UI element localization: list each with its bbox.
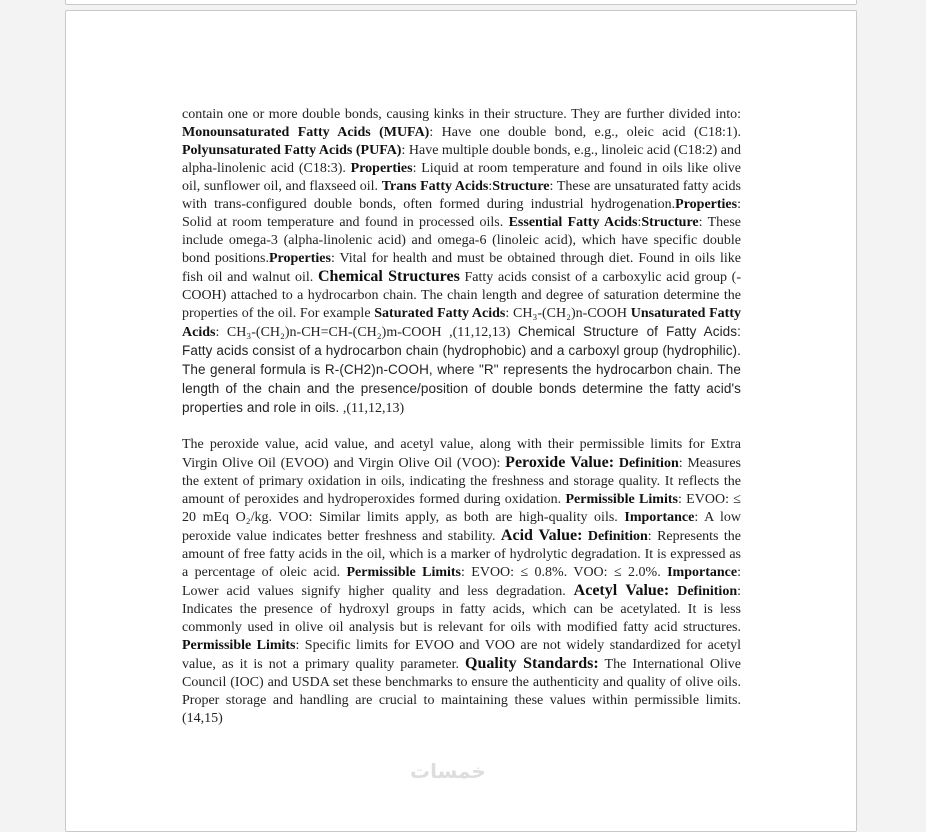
sans-serif-passage: Chemical Structure of Fatty Acids: Fatty acids consist of a hydrocarbon chain (hydrophobic) and a carboxyl group (hydrophilic). The general formula is R-(CH2)n-COOH, where "R" represents the hydrocarbon chain. The length of the chain and the presence/position of double bonds determine the fatty acid's properties and role in oils. xyxy=(182,324,741,415)
document-page xyxy=(65,10,857,832)
acid-value-heading: Acid Value: xyxy=(500,527,583,544)
page-body xyxy=(182,106,741,728)
chemical-structures-heading: Chemical Structures xyxy=(318,268,460,285)
acetyl-value-heading: Acetyl Value: xyxy=(573,582,670,599)
peroxide-value-heading: Peroxide Value: xyxy=(505,454,615,471)
paragraph-quality-values: The peroxide value, acid value, and acetyl value, along with their permissible limits for Extra Virgin Olive Oil (EVOO) and Virgin Olive Oil (VOO): Peroxide Value: Definition: Measures the extent of primary oxidation in oils, indicating the freshness and storage quality. It reflects the amount of peroxides and hydroperoxides formed during oxidation. Permissible Limits: EVOO: ≤ 20 mEq O₂/kg. VOO: Similar limits apply, as both are high-quality oils. Importance: A low peroxide value indicates better freshness and stability. Acid Value: Definition: Represents the amount of free fatty acids in the oil, which is a marker of hydrolytic degradation. It is expressed as a percentage of oleic acid. Permissible Limits: EVOO: ≤ 0.8%. VOO: ≤ 2.0%. Importance: Lower acid values signify higher quality and less degradation. Acetyl Value: Definition: Indicates the presence of hydroxyl groups in fatty acids, which can be acetylated. It is less commonly used in olive oil analysis but is relevant for oils with modified fatty acid structures. Permissible Limits: Specific limits for EVOO and VOO are not widely standardized for acetyl value, as it is not a primary quality parameter. Quality Standards: The International Olive Council (IOC) and USDA set these benchmarks to ensure the authenticity and quality of olive oils. Proper storage and handling are crucial to maintaining these values within permissible limits. (14,15) xyxy=(182,437,742,726)
watermark: خمسات xyxy=(410,759,486,783)
paragraph-fatty-acids: contain one or more double bonds, causing kinks in their structure. They are further divided into: Monounsaturated Fatty Acids (MUFA): Have one double bond, e.g., oleic acid (C18:1). Polyunsaturated Fatty Acids (PUFA): Have multiple double bonds, e.g., linoleic acid (C18:2) and alpha-linolenic acid (C18:3). Properties: Liquid at room temperature and found in oils like olive oil, sunflower oil, and flaxseed oil. Trans Fatty Acids:Structure: These are unsaturated fatty acids with trans-configured double bonds, often formed during industrial hydrogenation.Properties: Solid at room temperature and found in processed oils. Essential Fatty Acids:Structure: These include omega-3 (alpha-linolenic acid) and omega-6 (linoleic acid), which have specific double bond positions.Properties: Vital for health and must be obtained through diet. Found in oils like fish oil and walnut oil. Chemical Structures Fatty acids consist of a carboxylic acid group (-COOH) attached to a hydrocarbon chain. The chain length and degree of saturation determine the properties of the oil. For example Saturated Fatty Acids: CH₃-(CH₂)n-COOH Unsaturated Fatty Acids: CH₃-(CH₂)n-CH=CH-(CH₂)m-COOH ,(11,12,13) Chemical Structure of Fatty Acids: Fatty acids consist of a hydrocarbon chain (hydrophobic) and a carboxyl group (hydrophilic). The general formula is R-(CH2)n-COOH, where "R" represents the hydrocarbon chain. The length of the chain and the presence/position of double bonds determine the fatty acid's properties and role in oils. ,(11,12,13) xyxy=(182,107,742,416)
previous-page-bottom xyxy=(65,0,857,5)
quality-standards-heading: Quality Standards: xyxy=(465,655,599,672)
